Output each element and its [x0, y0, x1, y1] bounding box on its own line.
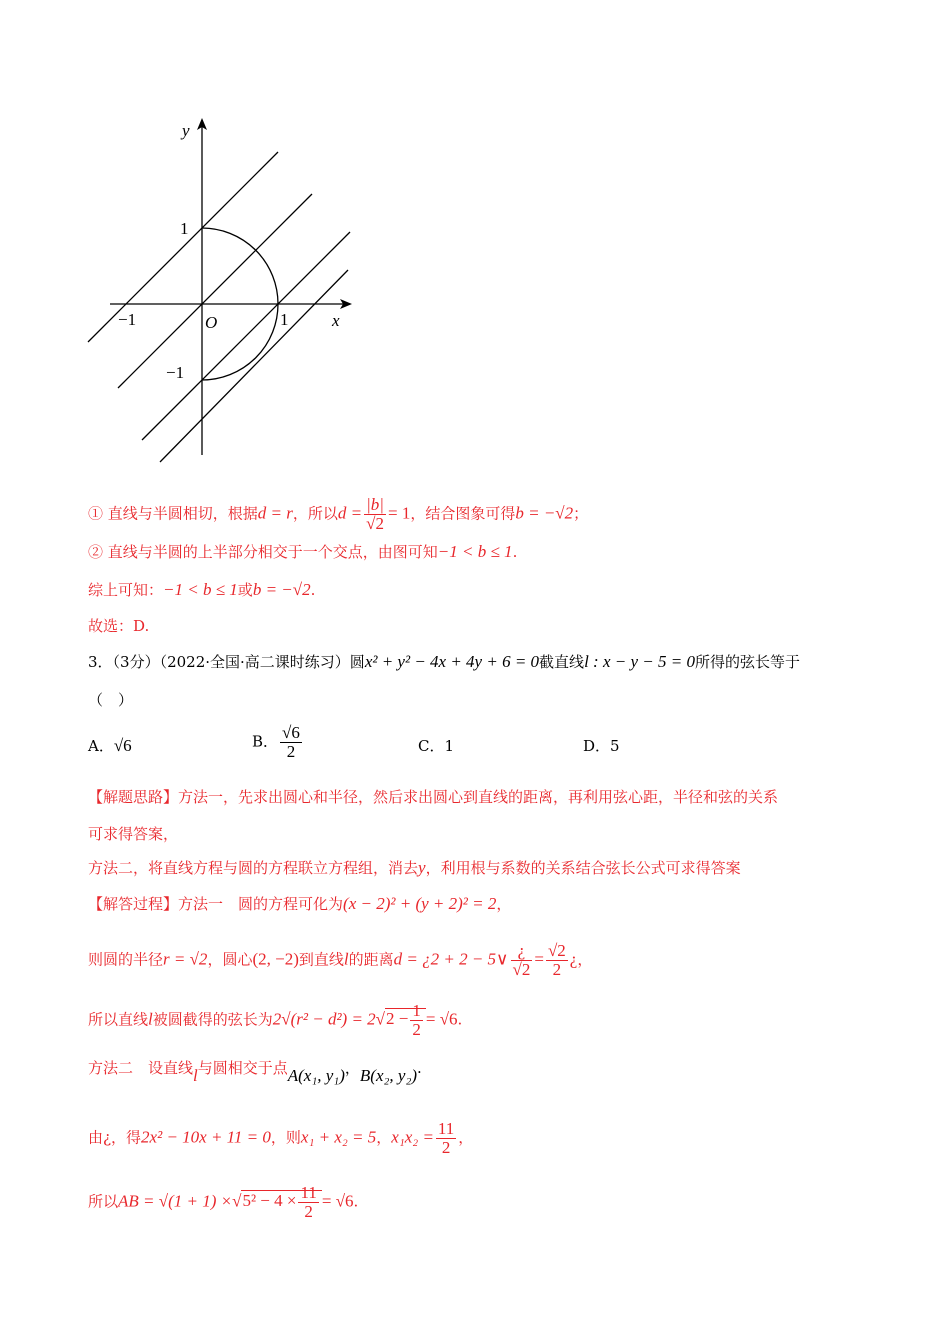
option-a-label: A． — [88, 737, 114, 755]
case2-text: ② 直线与半圆的上半部分相交于一个交点，由图可知 — [88, 543, 438, 561]
y-one-label: 1 — [180, 219, 189, 238]
process-m1-eq: (x − 2)² + (y + 2)² = 2 — [343, 894, 497, 913]
radius-l: l — [343, 949, 349, 969]
sys-fraction — [436, 1120, 456, 1157]
ab-eq2: = √6 — [321, 1191, 354, 1211]
option-c-value: 1 — [444, 737, 455, 755]
line-b-minus-root2 — [160, 270, 348, 462]
ab-sqrt-sign-icon: √ — [232, 1191, 242, 1211]
thought-var-y: y — [418, 858, 426, 877]
q3-line-eq: l : x − y − 5 = 0 — [584, 652, 695, 671]
summary-math2: b = −√2 — [252, 580, 311, 599]
chord-den: 2 — [412, 1020, 421, 1039]
process-tag: 【解答过程】 — [88, 895, 179, 913]
process-method2 — [88, 1058, 422, 1085]
process-radius-line — [88, 942, 592, 979]
option-d[interactable] — [583, 736, 620, 756]
case1-d-eq-r: d = r — [257, 503, 293, 523]
chord-eq1: 2√(r² − d²) = 2 — [272, 1009, 376, 1029]
case2-end: . — [512, 543, 518, 561]
case1-fraction — [364, 496, 386, 533]
process-system-line — [88, 1120, 473, 1157]
m2-l: l — [193, 1066, 198, 1085]
sys-sep: ， — [376, 1128, 392, 1147]
option-d-value: 5 — [610, 737, 620, 755]
line-b-zero — [118, 194, 312, 388]
case1-num: |b| — [366, 495, 384, 514]
origin-label: O — [205, 313, 218, 332]
chord-sqrt-sign-icon: √ — [375, 1009, 386, 1029]
case1-line — [88, 496, 588, 533]
distance-fraction2 — [546, 942, 568, 979]
m2-text: 方法二 设直线 — [88, 1059, 194, 1077]
thought-text3a: 方法二，将直线方程与圆的方程联立方程组，消去 — [88, 859, 419, 877]
sys-prod: x₁x₂ = — [391, 1127, 434, 1147]
summary-text: 综上可知： — [88, 581, 164, 599]
q3-prefix: 3．（3分）（2022·全国·高二课时练习）圆 — [88, 653, 365, 671]
ab-fraction — [298, 1184, 318, 1221]
radius-text4: 的距离 — [348, 950, 394, 969]
case1-d: d = — [337, 503, 363, 523]
case1-den: √2 — [366, 514, 384, 533]
chord-text: 所以直线 — [88, 1010, 149, 1029]
chord-rad-a: 2 − — [386, 1009, 409, 1029]
process-chord-line — [88, 1002, 462, 1039]
thought-text1: 方法一，先求出圆心和半径，然后求出圆心到直线的距离，再利用弦心距，半径和弦的关系 — [178, 788, 779, 806]
option-d-label: D． — [583, 737, 611, 755]
radius-text2: ，圆心 — [207, 950, 253, 969]
radius-text3: 到直线 — [298, 950, 344, 969]
summary-end: . — [310, 581, 316, 599]
m2-end: . — [417, 1059, 422, 1077]
chord-end: . — [457, 1010, 463, 1029]
sys-num: 11 — [437, 1119, 455, 1138]
sys-den: 2 — [441, 1138, 451, 1157]
summary-math1: −1 < b ≤ 1 — [163, 580, 238, 599]
thought-line3 — [88, 858, 741, 878]
case2-line — [88, 542, 517, 562]
distance-num1: ¿ — [511, 942, 533, 961]
option-b-fraction — [280, 724, 302, 761]
sys-end: ， — [458, 1128, 474, 1147]
m2-text2: 与圆相交于点 — [197, 1059, 288, 1077]
case1-text: ① 直线与半圆相切，根据 — [88, 504, 258, 523]
chord-l: l — [148, 1009, 153, 1029]
process-ab-line — [88, 1184, 358, 1221]
ab-radicand — [241, 1183, 321, 1221]
distance-eq: d = ¿2 + 2 − 5∨ — [393, 949, 509, 969]
sys-text: 由¿，得 — [88, 1128, 142, 1147]
chord-num: 1 — [412, 1001, 421, 1020]
option-b-label: B． — [252, 732, 279, 751]
x-minus-one-label: −1 — [118, 310, 137, 329]
m2-point-b: B(x₂, y₂) — [359, 1066, 418, 1085]
process-m1-end: ， — [496, 895, 512, 913]
q3-equation: x² + y² − 4x + 4y + 6 = 0 — [364, 652, 540, 671]
case1-b-eq: b = −√2 — [515, 503, 574, 523]
option-a-value: √6 — [113, 736, 132, 755]
ab-rad: 5² − 4 × — [242, 1191, 297, 1211]
q3-mid: 截直线 — [539, 653, 585, 671]
thought-text3b: ，利用根与系数的关系结合弦长公式可求得答案 — [425, 859, 741, 877]
line-b-plus-one — [88, 152, 278, 342]
radius-eq: r = √2 — [163, 949, 208, 969]
m2-sep: ， — [344, 1059, 360, 1077]
summary-line — [88, 580, 315, 600]
y-label: y — [182, 121, 190, 140]
ab-end: . — [353, 1192, 359, 1211]
case2-math: −1 < b ≤ 1 — [437, 542, 513, 561]
chord-radicand — [385, 1001, 426, 1039]
chord-fraction — [410, 1002, 423, 1039]
option-b[interactable] — [252, 724, 304, 761]
q3-paren: （ ） — [88, 691, 134, 709]
chord-text2: 被圆截得的弦长为 — [152, 1010, 273, 1029]
thought-line1 — [88, 787, 778, 807]
sys-sum: x₁ + x₂ = 5 — [300, 1127, 377, 1147]
case1-rest: ，结合图象可得 — [410, 504, 516, 523]
m2-point-a: A(x₁, y₁) — [287, 1066, 345, 1085]
sys-eq: 2x² − 10x + 11 = 0 — [141, 1127, 271, 1147]
center-coord: (2, −2) — [252, 949, 299, 969]
ab-num: 11 — [300, 1183, 317, 1202]
distance-den2: 2 — [552, 960, 562, 979]
semicircle-figure — [80, 110, 380, 490]
thought-line2: 可求得答案， — [88, 825, 179, 843]
case1-sep: ，所以 — [292, 504, 338, 523]
option-b-num: √6 — [282, 723, 300, 742]
summary-or: 或 — [237, 581, 253, 599]
case1-end: ； — [573, 504, 589, 523]
chord-eq2: = √6 — [425, 1009, 458, 1029]
radius-text1: 则圆的半径 — [88, 950, 164, 969]
option-b-den: 2 — [286, 742, 296, 761]
ab-den: 2 — [304, 1202, 313, 1221]
distance-num2: √2 — [547, 941, 566, 960]
option-c[interactable] — [418, 736, 454, 756]
q3-suffix: 所得的弦长等于 — [694, 653, 800, 671]
process-m1-text: 方法一 圆的方程可化为 — [178, 895, 344, 913]
distance-fraction1 — [511, 942, 533, 979]
ab-eq: AB = √(1 + 1) × — [118, 1191, 233, 1211]
process-method1 — [88, 894, 511, 914]
distance-den1: √2 — [512, 960, 531, 979]
option-a[interactable] — [88, 736, 132, 756]
distance-end: ， — [577, 950, 593, 969]
distance-tail: ¿ — [569, 949, 578, 969]
x-one-label: 1 — [280, 310, 289, 329]
thought-tag: 【解题思路】 — [88, 788, 179, 806]
y-minus-one-label: −1 — [166, 363, 185, 382]
option-c-label: C． — [418, 737, 445, 755]
case1-eq1: = 1 — [387, 503, 411, 523]
x-label: x — [332, 311, 340, 330]
distance-eq2: = — [534, 949, 544, 969]
answer-line: 故选：D. — [88, 617, 150, 635]
q3-line — [88, 652, 800, 672]
line-b-minus-one — [142, 232, 350, 440]
ab-text: 所以 — [88, 1192, 119, 1211]
sys-text2: ，则 — [270, 1128, 301, 1147]
